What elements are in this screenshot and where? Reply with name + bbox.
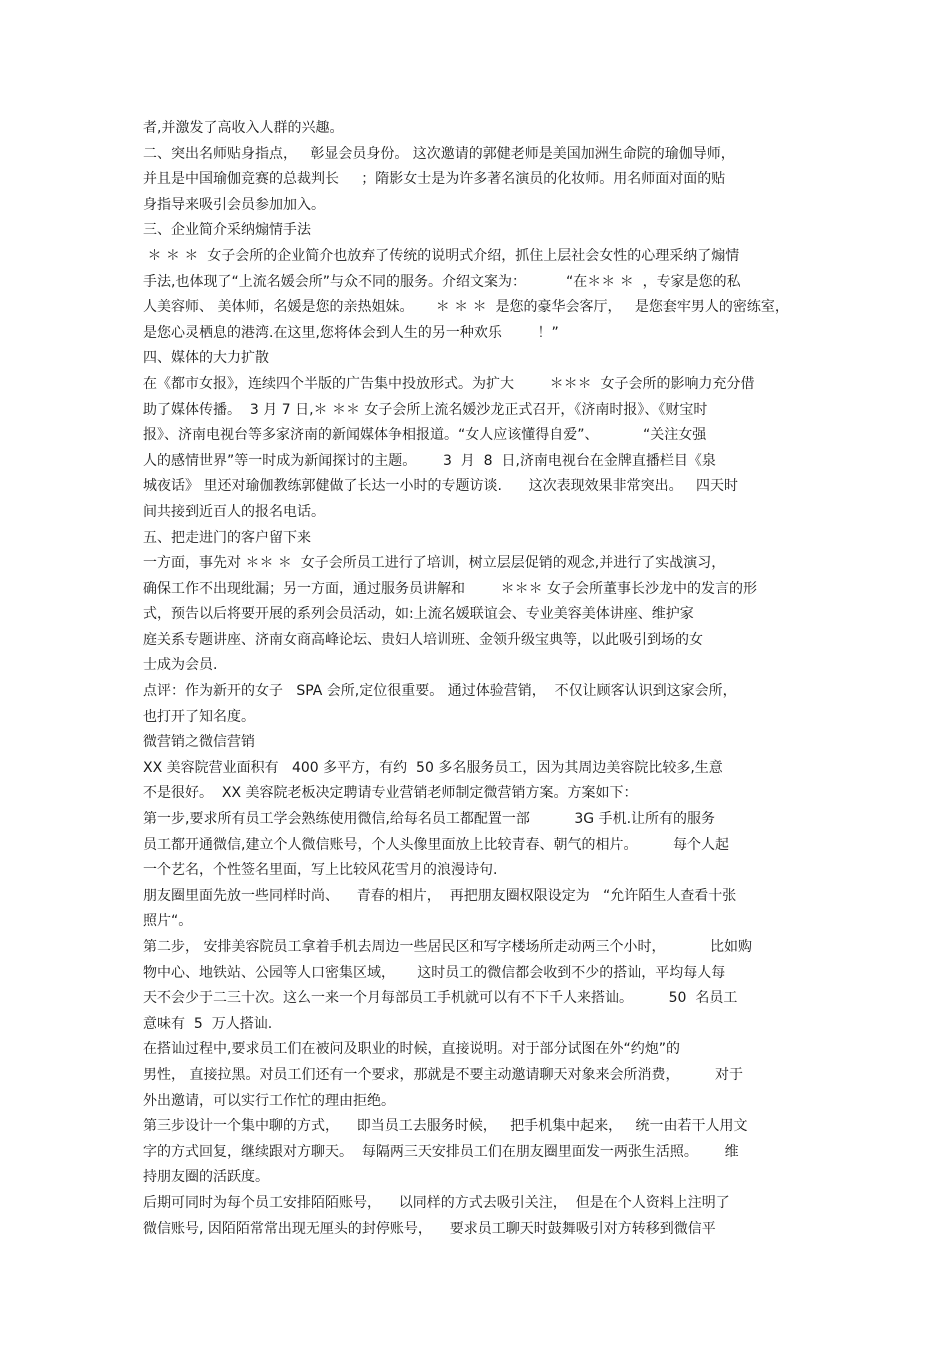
text-line: 一个艺名，个性签名里面，写上比较风花雪月的浪漫诗句. — [143, 862, 498, 879]
document-body — [143, 116, 813, 1242]
text-line: 员工都开通微信,建立个人微信账号，个人头像里面放上比较青春、朝气的相片。 每个人起 — [143, 836, 730, 853]
text-line: 确保工作不出现纰漏；另一方面，通过服务员讲解和 ＊＊＊ 女子会所董事长沙龙中的发言的形 — [143, 580, 758, 597]
text-line: 城夜话》 里还对瑜伽教练郭健做了长达一小时的专题访谈. 这次表现效果非常突出。 四天时 — [143, 478, 738, 495]
text-line: 是您心灵栖息的港湾.在这里,您将体会到人生的另一种欢乐 ！” — [143, 324, 559, 341]
text-line: 者,并激发了高收入人群的兴趣。 — [143, 120, 344, 136]
text-line: 在搭讪过程中,要求员工们在被问及职业的时候，直接说明。对于部分试图在外“约炮”的 — [143, 1041, 680, 1058]
text-line: 一方面，事先对 ＊＊ ＊ 女子会所员工进行了培训，树立层层促销的观念,并进行了实战演习， — [143, 555, 726, 572]
text-line: 不是很好。 XX 美容院老板决定聘请专业营销老师制定微营销方案。方案如下： — [143, 785, 638, 802]
text-line: 持朋友圈的活跃度。 — [143, 1169, 269, 1186]
text-line: 庭关系专题讲座、济南女商高峰论坛、贵妇人培训班、金领升级宝典等，以此吸引到场的女 — [143, 631, 703, 648]
text-line: 字的方式回复，继续跟对方聊天。 每隔两三天安排员工们在朋友圈里面发一两张生活照。 维 — [143, 1143, 739, 1160]
text-line: 点评：作为新开的女子 SPA 会所,定位很重要。 通过体验营销， 不仅让顾客认识到这家会所， — [143, 683, 737, 700]
section-heading: 五、把走进门的客户留下来 — [143, 529, 311, 546]
text-line: 间共接到近百人的报名电话。 — [143, 503, 325, 520]
section-heading: 微营销之微信营销 — [143, 734, 255, 751]
text-line: 人美容师、 美体师，名媛是您的亲热姐妹。 ＊ ＊ ＊ 是您的豪华会客厅， 是您套牢男人的密练室， — [143, 299, 789, 316]
text-line: 第三步设计一个集中聊的方式， 即当员工去服务时候， 把手机集中起来， 统一由若干人用文 — [143, 1118, 748, 1135]
text-line: 二、突出名师贴身指点， 彰显会员身份。 这次邀请的郭健老师是美国加洲生命院的瑜伽导师， — [143, 145, 735, 162]
text-line: 男性， 直接拉黑。对员工们还有一个要求，那就是不要主动邀请聊天对象来会所消费， 对于 — [143, 1066, 744, 1083]
text-line: 式，预告以后将要开展的系列会员活动，如:上流名媛联谊会、专业美容美体讲座、维护家 — [143, 606, 694, 623]
text-line: XX 美容院营业面积有 400 多平方，有约 50 多名服务员工，因为其周边美容院比较多,生意 — [143, 759, 723, 776]
text-line: 士成为会员. — [143, 657, 218, 674]
text-line: 手法,也体现了“上流名媛会所”与众不同的服务。介绍文案为： “在＊＊ ＊ ，专家是您的私 — [143, 273, 741, 290]
text-line: 在《都市女报》，连续四个半版的广告集中投放形式。为扩大 ＊＊＊ 女子会所的影响力充分借 — [143, 375, 755, 392]
text-line: 后期可同时为每个员工安排陌陌账号， 以同样的方式去吸引关注， 但是在个人资料上注明了 — [143, 1194, 730, 1211]
text-line: 第二步， 安排美容院员工拿着手机去周边一些居民区和写字楼场所走动两三个小时， 比如购 — [143, 939, 752, 955]
text-line: 报》、济南电视台等多家济南的新闻媒体争相报道。“女人应该懂得自爱”、 “关注女强 — [143, 427, 707, 444]
section-heading: 三、企业简介采纳煽情手法 — [143, 222, 311, 239]
text-line: 并且是中国瑜伽竞赛的总裁判长 ；隋影女士是为许多著名演员的化妆师。用名师面对面的贴 — [143, 171, 726, 188]
text-line: 人的感情世界”等一时成为新闻探讨的主题。 3 月 8 日,济南电视台在金牌直播栏目《泉 — [143, 452, 716, 469]
text-line: 物中心、地铁站、公园等人口密集区域， 这时员工的微信都会收到不少的搭讪，平均每人每 — [143, 964, 726, 981]
text-line: ＊ ＊ ＊ 女子会所的企业简介也放弃了传统的说明式介绍，抓住上层社会女性的心理采纳了煽情 — [143, 247, 740, 264]
text-line: 意味有 5 万人搭讪. — [143, 1015, 273, 1032]
text-line: 助了媒体传播。 3 月 7 日,＊ ＊＊ 女子会所上流名媛沙龙正式召开，《济南时报》、《财宝时 — [143, 401, 708, 418]
section-heading: 四、媒体的大力扩散 — [143, 350, 269, 367]
text-line: 第一步,要求所有员工学会熟练使用微信,给每名员工都配置一部 3G 手机.让所有的服务 — [143, 811, 716, 828]
text-line: 朋友圈里面先放一些同样时尚、 青春的相片， 再把朋友圈权限设定为 “允许陌生人查看十张 — [143, 887, 737, 904]
text-line: 照片“。 — [143, 913, 193, 930]
text-line: 身指导来吸引会员参加加入。 — [143, 196, 325, 213]
text-line: 外出邀请，可以实行工作忙的理由拒绝。 — [143, 1092, 395, 1109]
text-line: 天不会少于二三十次。这么一来一个月每部员工手机就可以有不下千人来搭讪。 50 名员工 — [143, 990, 738, 1007]
text-line: 微信账号, 因陌陌常常出现无厘头的封停账号， 要求员工聊天时鼓舞吸引对方转移到微信平 — [143, 1220, 716, 1237]
text-line: 也打开了知名度。 — [143, 708, 255, 725]
